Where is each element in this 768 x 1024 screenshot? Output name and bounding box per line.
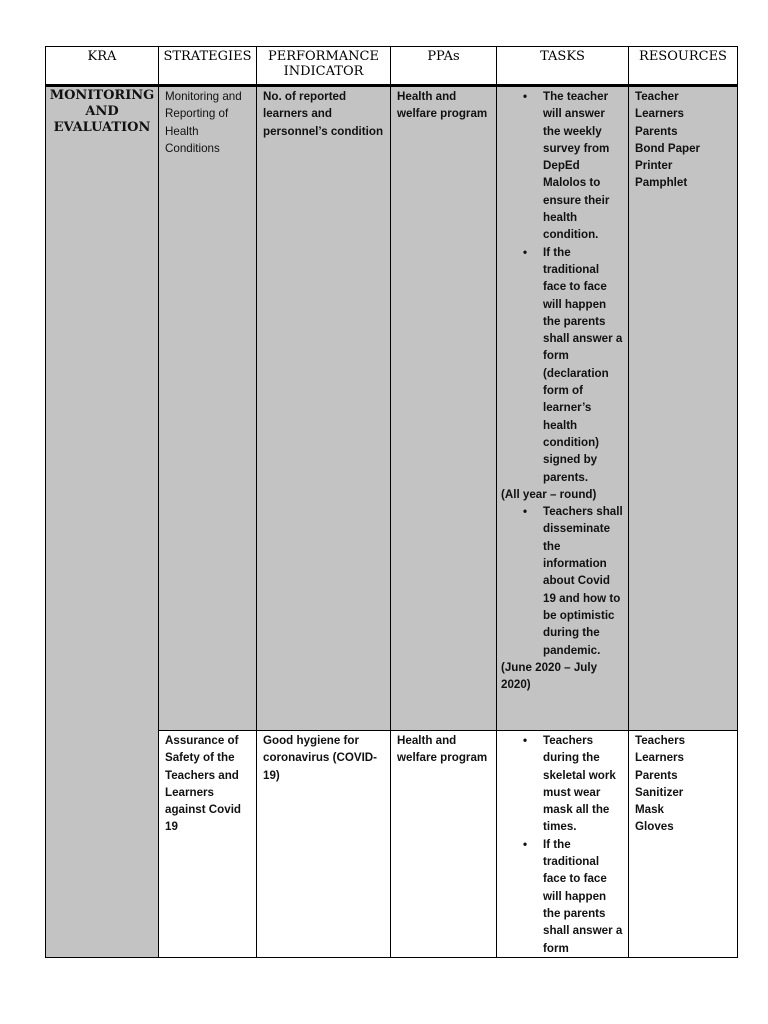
- task-list: [501, 732, 624, 957]
- resource-item: Parents: [635, 768, 678, 782]
- header-row: [46, 47, 738, 86]
- bullet-icon: •: [523, 837, 528, 851]
- resource-item: Parents: [635, 124, 678, 138]
- header-tasks: TASKS: [497, 47, 629, 86]
- indicator-cell: No. of reported learners and personnel’s condition: [257, 86, 391, 731]
- bullet-icon: •: [523, 245, 528, 259]
- resource-item: Teachers: [635, 734, 686, 747]
- task-timeframe: (June 2020 – July 2020): [501, 660, 598, 692]
- resource-item: Sanitizer: [635, 785, 684, 799]
- task-text: Teachers shall disseminate the information about Covid 19 and how to be optimistic during the pandemic.: [543, 505, 623, 657]
- resource-item: Pamphlet: [635, 176, 688, 190]
- indicator-cell: Good hygiene for coronavirus (COVID-19): [257, 731, 391, 958]
- bullet-icon: •: [523, 734, 528, 747]
- task-text: Teachers during the skeletal work must wear mask all the times.: [543, 734, 616, 834]
- task-item: [523, 244, 624, 486]
- strategy-cell: Monitoring and Reporting of Health Conditions: [159, 86, 257, 731]
- bullet-icon: •: [523, 90, 528, 103]
- task-text: If the traditional face to face will happen the parents shall answer a form: [543, 837, 623, 955]
- resource-item: Mask: [635, 803, 665, 817]
- task-item: [523, 836, 624, 957]
- task-list: [501, 88, 624, 486]
- resource-item: Bond Paper: [635, 141, 701, 155]
- table-row: [46, 86, 738, 731]
- resources-cell: [629, 86, 738, 731]
- resource-item: Printer: [635, 159, 673, 173]
- resource-item: Gloves: [635, 820, 674, 834]
- tasks-cell: [497, 86, 629, 731]
- header-kra: KRA: [46, 47, 159, 86]
- header-strategies: STRATEGIES: [159, 47, 257, 86]
- task-item: [523, 88, 624, 244]
- resource-item: Learners: [635, 751, 684, 765]
- bullet-icon: •: [523, 505, 528, 519]
- ppas-cell: Health and welfare program: [391, 86, 497, 731]
- strategy-cell: Assurance of Safety of the Teachers and Learners against Covid 19: [159, 731, 257, 958]
- resource-item: Teacher: [635, 90, 679, 103]
- resources-cell: [629, 731, 738, 958]
- task-timeframe: (All year – round): [501, 487, 597, 501]
- task-text: If the traditional face to face will happen the parents shall answer a form (declaration form of learner’s health condition) signed by parents.: [543, 245, 623, 484]
- task-item: [523, 503, 624, 659]
- kra-cell: MONITORING AND EVALUATION: [46, 86, 159, 958]
- tasks-cell: [497, 731, 629, 958]
- plan-table: [45, 46, 738, 958]
- header-resources: RESOURCES: [629, 47, 738, 86]
- resource-item: Learners: [635, 107, 684, 121]
- task-list: [501, 503, 624, 659]
- header-performance-indicator: PERFORMANCE INDICATOR: [257, 47, 391, 86]
- task-item: [523, 732, 624, 836]
- ppas-cell: Health and welfare program: [391, 731, 497, 958]
- header-ppas: PPAs: [391, 47, 497, 86]
- task-text: The teacher will answer the weekly survey from DepEd Malolos to ensure their health condition.: [543, 90, 610, 242]
